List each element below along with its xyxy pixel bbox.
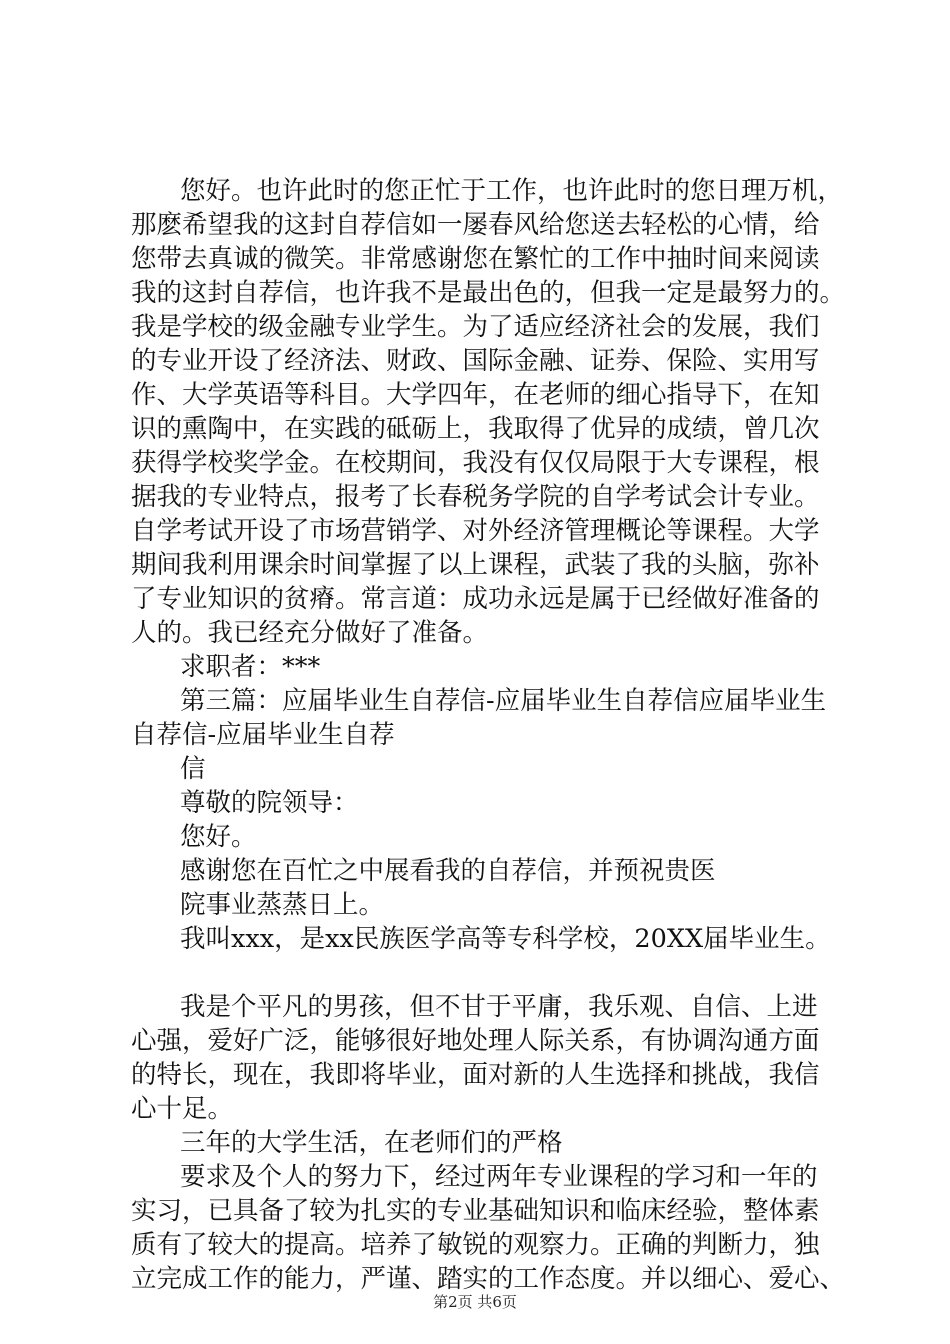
text-line: 要求及个人的努力下，经过两年专业课程的学习和一年的 xyxy=(180,1162,818,1192)
text-line: 人的。我已经充分做好了准备。 xyxy=(131,618,489,648)
text-line: 获得学校奖学金。在校期间，我没有仅仅局限于大专课程，根 xyxy=(131,448,820,478)
text-line: 感谢您在百忙之中展看我的自荐信，并预祝贵医 xyxy=(180,856,716,886)
text-line: 的专业开设了经济法、财政、国际金融、证券、保险、实用写 xyxy=(131,346,820,376)
text-line: 立完成工作的能力，严谨、踏实的工作态度。并以细心、爱心、 xyxy=(131,1264,846,1294)
text-line: 期间我利用课余时间掌握了以上课程，武装了我的头脑，弥补 xyxy=(131,550,820,580)
text-line: 心强，爱好广泛，能够很好地处理人际关系，有协调沟通方面 xyxy=(131,1026,820,1056)
text-line: 我是学校的级金融专业学生。为了适应经济社会的发展，我们 xyxy=(131,312,820,342)
text-line: 的特长，现在，我即将毕业，面对新的人生选择和挑战，我信 xyxy=(131,1060,820,1090)
text-line: 我是个平凡的男孩，但不甘于平庸，我乐观、自信、上进 xyxy=(180,992,818,1022)
signature-line: 求职者：*** xyxy=(180,652,321,682)
salutation: 尊敬的院领导： xyxy=(180,788,359,818)
section-heading: 第三篇：应届毕业生自荐信-应届毕业生自荐信应届毕业生 xyxy=(180,686,827,716)
text-line: 作、大学英语等科目。大学四年，在老师的细心指导下，在知 xyxy=(131,380,820,410)
section-heading: 信 xyxy=(180,754,206,784)
text-line: 我的这封自荐信，也许我不是最出色的，但我一定是最努力的。 xyxy=(131,278,846,308)
page-number-footer: 第2页 共6页 xyxy=(433,1293,517,1311)
text-line: 院事业蒸蒸日上。 xyxy=(180,890,385,920)
text-line: 心十足。 xyxy=(131,1094,234,1124)
text-line: 实习，已具备了较为扎实的专业基础知识和临床经验，整体素 xyxy=(131,1196,820,1226)
text-line: 自学考试开设了市场营销学、对外经济管理概论等课程。大学 xyxy=(131,516,820,546)
text-line: 了专业知识的贫瘠。常言道：成功永远是属于已经做好准备的 xyxy=(131,584,820,614)
text-line: 识的熏陶中，在实践的砥砺上，我取得了优异的成绩，曾几次 xyxy=(131,414,820,444)
text-line: 据我的专业特点，报考了长春税务学院的自学考试会计专业。 xyxy=(131,482,820,512)
text-line: 那麽希望我的这封自荐信如一屡春风给您送去轻松的心情，给 xyxy=(131,210,820,240)
greeting: 您好。 xyxy=(180,822,257,852)
text-line: 您好。也许此时的您正忙于工作，也许此时的您日理万机， xyxy=(180,176,844,206)
text-line: 质有了较大的提高。培养了敏锐的观察力。正确的判断力，独 xyxy=(131,1230,820,1260)
text-line: 三年的大学生活，在老师们的严格 xyxy=(180,1128,563,1158)
text-line: 我叫xxx，是xx民族医学高等专科学校，20XX届毕业生。 xyxy=(180,924,831,954)
section-heading: 自荐信-应届毕业生自荐 xyxy=(131,720,395,750)
text-line: 您带去真诚的微笑。非常感谢您在繁忙的工作中抽时间来阅读 xyxy=(131,244,820,274)
